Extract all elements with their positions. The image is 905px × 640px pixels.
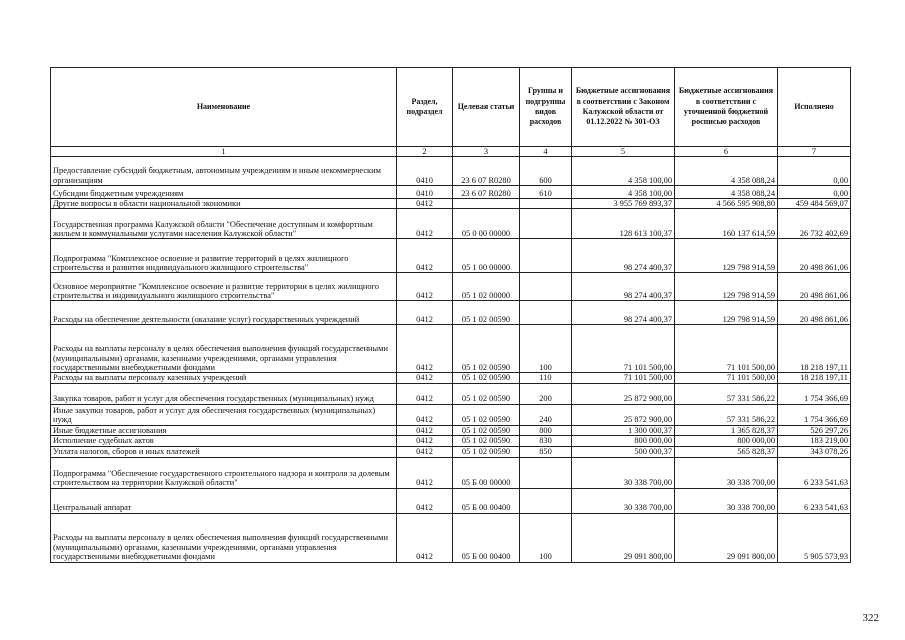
row-target: 05 Б 00 00000 [453,457,520,488]
row-target: 23 6 07 R0280 [453,157,520,186]
column-number: 7 [778,147,851,157]
row-executed-amount: 18 218 197,11 [778,325,851,373]
row-executed-amount: 6 233 541,63 [778,488,851,513]
column-number-row [51,147,851,157]
row-target [453,199,520,209]
row-refined-amount: 30 338 700,00 [675,488,778,513]
row-refined-amount: 129 798 914,59 [675,301,778,325]
row-refined-amount: 4 358 088,24 [675,186,778,199]
row-group: 800 [520,425,572,435]
row-law-amount: 98 274 400,37 [572,273,675,301]
column-number: 6 [675,147,778,157]
row-refined-amount: 129 798 914,59 [675,239,778,273]
column-number: 5 [572,147,675,157]
row-target: 05 1 02 00590 [453,446,520,457]
row-refined-amount: 71 101 500,00 [675,373,778,383]
row-law-amount: 4 358 100,00 [572,186,675,199]
row-name: Предоставление субсидий бюджетным, автономным учреждениям и иным некоммерческим организациям [51,157,397,186]
row-executed-amount: 526 297,26 [778,425,851,435]
row-target: 05 1 02 00590 [453,325,520,373]
table-row [51,446,851,457]
row-section: 0412 [397,273,453,301]
row-refined-amount: 565 828,37 [675,446,778,457]
table-row [51,273,851,301]
row-refined-amount: 30 338 700,00 [675,457,778,488]
row-target: 05 0 00 00000 [453,209,520,239]
table-row [51,436,851,446]
table-row [51,239,851,273]
table-row [51,325,851,373]
row-law-amount: 30 338 700,00 [572,488,675,513]
row-refined-amount: 800 000,00 [675,436,778,446]
row-executed-amount: 26 732 402,69 [778,209,851,239]
row-executed-amount: 5 905 573,93 [778,513,851,562]
row-executed-amount: 20 498 861,06 [778,273,851,301]
row-group [520,488,572,513]
page-number: 322 [862,612,879,624]
row-refined-amount: 29 091 800,00 [675,513,778,562]
row-name: Подпрограмма "Комплексное освоение и развитие территорий в целях жилищного строительства и развития индивидуального жилищного строительства" [51,239,397,273]
row-section: 0412 [397,239,453,273]
row-law-amount: 4 358 100,00 [572,157,675,186]
row-name: Центральный аппарат [51,488,397,513]
row-law-amount: 71 101 500,00 [572,373,675,383]
table-row [51,186,851,199]
row-target: 05 1 02 00590 [453,404,520,425]
row-section: 0412 [397,436,453,446]
row-name: Иные бюджетные ассигнования [51,425,397,435]
row-name: Подпрограмма "Обеспечение государственного строительного надзора и контроля за долевым строительством на территории Калужской области" [51,457,397,488]
row-target: 05 1 02 00590 [453,383,520,404]
row-name: Расходы на обеспечение деятельности (оказание услуг) государственных учреждений [51,301,397,325]
row-refined-amount: 1 365 828,37 [675,425,778,435]
row-target: 05 1 02 00590 [453,425,520,435]
row-name: Основное мероприятие "Комплексное освоение и развитие территории в целях жилищного строительства и индивидуального жилищного строительства" [51,273,397,301]
row-target: 05 1 02 00590 [453,373,520,383]
row-name: Исполнение судебных актов [51,436,397,446]
table-row [51,425,851,435]
row-executed-amount: 1 754 366,69 [778,404,851,425]
row-name: Государственная программа Калужской области "Обеспечение доступным и комфортным жильем и коммунальными услугами населения Калужской области" [51,209,397,239]
row-executed-amount: 20 498 861,06 [778,301,851,325]
row-law-amount: 3 955 769 893,37 [572,199,675,209]
row-executed-amount: 1 754 366,69 [778,383,851,404]
row-law-amount: 98 274 400,37 [572,239,675,273]
row-section: 0410 [397,157,453,186]
row-group: 600 [520,157,572,186]
table-row [51,488,851,513]
row-section: 0412 [397,301,453,325]
table-row [51,513,851,562]
row-section: 0412 [397,425,453,435]
row-group: 850 [520,446,572,457]
row-name: Уплата налогов, сборов и иных платежей [51,446,397,457]
row-section: 0412 [397,209,453,239]
table-row [51,199,851,209]
row-law-amount: 25 872 900,00 [572,404,675,425]
row-name: Субсидии бюджетным учреждениям [51,186,397,199]
row-group: 200 [520,383,572,404]
row-executed-amount: 343 078,26 [778,446,851,457]
row-target: 05 Б 00 00400 [453,513,520,562]
row-section: 0412 [397,373,453,383]
row-refined-amount: 129 798 914,59 [675,273,778,301]
row-executed-amount: 20 498 861,06 [778,239,851,273]
row-law-amount: 30 338 700,00 [572,457,675,488]
row-refined-amount: 57 331 586,22 [675,383,778,404]
header-target: Целевая статьи [453,68,520,147]
row-section: 0412 [397,446,453,457]
row-name: Расходы на выплаты персоналу в целях обеспечения выполнения функций государственными (муниципальными) органами, казенными учреждениями, органами управления государственными внебюджетными фондами [51,325,397,373]
row-law-amount: 29 091 800,00 [572,513,675,562]
row-group [520,209,572,239]
row-group: 110 [520,373,572,383]
row-group [520,273,572,301]
column-number: 4 [520,147,572,157]
row-target: 05 1 02 00000 [453,273,520,301]
row-target: 05 1 00 00000 [453,239,520,273]
table-body [51,147,851,563]
row-target: 23 6 07 R0280 [453,186,520,199]
row-target: 05 Б 00 00400 [453,488,520,513]
row-group [520,199,572,209]
row-executed-amount: 459 484 569,07 [778,199,851,209]
row-group: 100 [520,513,572,562]
row-group: 100 [520,325,572,373]
table-row [51,209,851,239]
table-row [51,457,851,488]
table-row [51,157,851,186]
header-section: Раздел, подраздел [397,68,453,147]
row-executed-amount: 18 218 197,11 [778,373,851,383]
row-section: 0412 [397,404,453,425]
row-group: 610 [520,186,572,199]
row-name: Другие вопросы в области национальной экономики [51,199,397,209]
row-law-amount: 500 000,37 [572,446,675,457]
row-law-amount: 1 300 000,37 [572,425,675,435]
row-target: 05 1 02 00590 [453,301,520,325]
header-executed: Исполнено [778,68,851,147]
column-number: 2 [397,147,453,157]
row-refined-amount: 4 566 595 908,80 [675,199,778,209]
row-target: 05 1 02 00590 [453,436,520,446]
row-section: 0412 [397,325,453,373]
row-law-amount: 71 101 500,00 [572,325,675,373]
row-group [520,301,572,325]
row-law-amount: 25 872 900,00 [572,383,675,404]
header-name: Наименование [51,68,397,147]
table-row [51,404,851,425]
row-law-amount: 128 613 100,37 [572,209,675,239]
row-section: 0412 [397,513,453,562]
row-refined-amount: 160 137 614,59 [675,209,778,239]
row-refined-amount: 4 358 088,24 [675,157,778,186]
row-section: 0412 [397,457,453,488]
row-law-amount: 98 274 400,37 [572,301,675,325]
column-number: 1 [51,147,397,157]
header-groups: Группы и подгруппы видов расходов [520,68,572,147]
row-group [520,457,572,488]
row-refined-amount: 57 331 586,22 [675,404,778,425]
row-executed-amount: 0,00 [778,157,851,186]
row-refined-amount: 71 101 500,00 [675,325,778,373]
column-number: 3 [453,147,520,157]
table-row [51,373,851,383]
row-section: 0412 [397,488,453,513]
row-name: Расходы на выплаты персоналу казенных учреждений [51,373,397,383]
row-name: Иные закупки товаров, работ и услуг для обеспечения государственных (муниципальных) нужд [51,404,397,425]
row-group: 240 [520,404,572,425]
row-section: 0412 [397,383,453,404]
row-law-amount: 800 000,00 [572,436,675,446]
row-executed-amount: 6 233 541,63 [778,457,851,488]
row-name: Расходы на выплаты персоналу в целях обеспечения выполнения функций государственными (муниципальными) органами, казенными учреждениями, органами управления государственными внебюджетными фондами [51,513,397,562]
header-row [51,68,851,147]
row-name: Закупка товаров, работ и услуг для обеспечения государственных (муниципальных) нужд [51,383,397,404]
row-section: 0410 [397,186,453,199]
row-executed-amount: 183 219,00 [778,436,851,446]
row-executed-amount: 0,00 [778,186,851,199]
row-group [520,239,572,273]
header-refined: Бюджетные ассигнования в соответствии с уточненной бюджетной росписью расходов [675,68,778,147]
budget-table [50,67,851,563]
table-row [51,301,851,325]
row-section: 0412 [397,199,453,209]
table-row [51,383,851,404]
header-law: Бюджетные ассигнования в соответствии с Законом Калужской области от 01.12.2022 № 301-ОЗ [572,68,675,147]
row-group: 830 [520,436,572,446]
